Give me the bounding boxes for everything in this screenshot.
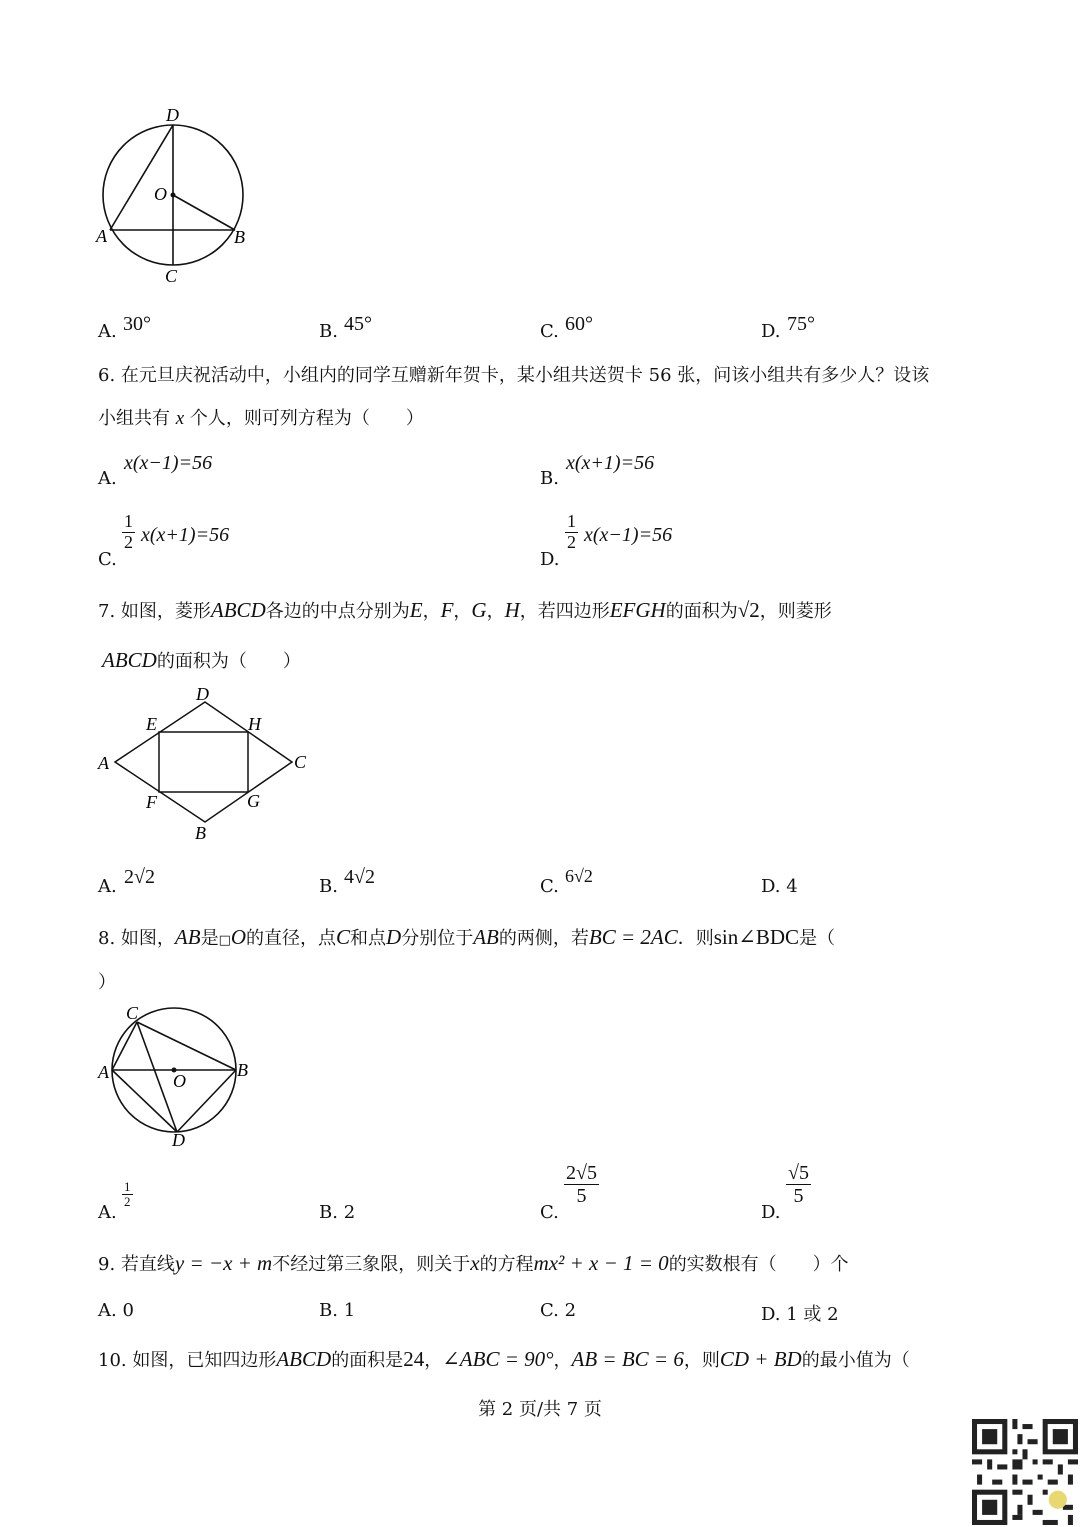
q8-option-a-fraction: $\frac{1}{2}$ xyxy=(124,1179,131,1210)
q9-option-d: D. 1 或 2 xyxy=(761,1304,839,1325)
q5-option-d: D. xyxy=(761,321,781,342)
q7-option-a: A. xyxy=(98,876,117,897)
q9-option-c: C. 2 xyxy=(540,1300,577,1321)
q5-label-b: B xyxy=(234,227,245,247)
q8-option-b: B. 2 xyxy=(319,1202,356,1223)
q6-option-d: D. xyxy=(540,549,560,570)
q8-circle-figure xyxy=(92,1000,262,1155)
page-footer: 第 2 页/共 7 页 xyxy=(478,1399,602,1420)
q5-option-d-value: 75° xyxy=(787,313,815,335)
q5-label-o: O xyxy=(154,184,167,204)
q5-center-dot xyxy=(171,193,176,198)
q5-label-c: C xyxy=(165,266,178,286)
q7-rectangle-efgh xyxy=(159,732,248,792)
q9-option-a: A. 0 xyxy=(98,1300,134,1321)
q8-label-a: A xyxy=(98,1062,109,1082)
q9-text-line1: 9. 若直线y = −x + m不经过第三象限，则关于x的方程mx² + x − 1 = 0的实数根有（ ）个 xyxy=(98,1251,849,1275)
q8-option-d: D. xyxy=(761,1202,781,1223)
q8-label-o: O xyxy=(173,1071,186,1091)
q5-option-b: B. xyxy=(319,321,338,342)
q6-option-c-fraction: $\frac{1}{2}$ xyxy=(124,511,133,552)
q5-option-b-value: 45° xyxy=(344,313,372,335)
q5-option-a: A. xyxy=(98,321,117,342)
q6-option-b-value: x(x+1)=56 xyxy=(566,452,655,474)
q5-label-a: A xyxy=(96,226,107,246)
q6-option-c: C. xyxy=(98,549,117,570)
q8-option-d-fraction: $\frac{√5}{5}$ xyxy=(788,1162,809,1207)
q7-label-c: C xyxy=(294,752,307,772)
q7-label-g: G xyxy=(247,791,260,811)
q7-option-b-value: 4√2 xyxy=(344,866,375,888)
q6-option-b: B. xyxy=(540,468,559,489)
q8-text-line2: ） xyxy=(98,972,116,993)
q6-option-d-value: x(x−1)=56 xyxy=(584,524,673,546)
q7-text-line1: 7. 如图，菱形ABCD各边的中点分别为E，F，G，H，若四边形EFGH的面积为√2，则菱形 xyxy=(98,598,832,622)
q7-label-f: F xyxy=(146,792,157,812)
q7-label-a: A xyxy=(98,753,109,773)
q6-text-line1: 6. 在元旦庆祝活动中，小组内的同学互赠新年贺卡，某小组共送贺卡 56 张，问该小组共有多少人？设该 xyxy=(98,365,930,386)
q6-option-a: A. xyxy=(98,468,117,489)
q8-segment-ac xyxy=(112,1022,137,1070)
q6-text-line2: 小组共有 x 个人，则可列方程为（ ） xyxy=(98,408,424,429)
q7-label-b: B xyxy=(195,823,206,843)
q5-segment-ob xyxy=(173,195,235,230)
q5-option-a-value: 30° xyxy=(123,313,151,335)
q10-text-line1: 10. 如图，已知四边形ABCD的面积是24，∠ABC = 90°，AB = BC = 6，则CD + BD的最小值为（ xyxy=(98,1347,910,1371)
q8-option-c-fraction: $\frac{2√5}{5}$ xyxy=(566,1162,597,1207)
q7-text-line2: ABCD的面积为（ ） xyxy=(102,648,301,672)
q6-option-a-value: x(x−1)=56 xyxy=(124,452,213,474)
q7-option-c-value: 6√2 xyxy=(565,866,593,886)
q5-segment-ad xyxy=(110,125,173,230)
q7-option-b: B. xyxy=(319,876,338,897)
q8-label-d: D xyxy=(172,1130,185,1150)
qr-code-icon xyxy=(972,1419,1078,1525)
q5-option-c-value: 60° xyxy=(565,313,593,335)
q5-circle-figure xyxy=(90,105,260,290)
q7-label-d: D xyxy=(196,684,209,704)
q7-label-e: E xyxy=(146,714,157,734)
q8-label-c: C xyxy=(126,1003,139,1023)
q8-label-b: B xyxy=(237,1060,248,1080)
q9-option-b: B. 1 xyxy=(319,1300,356,1321)
q8-option-c: C. xyxy=(540,1202,559,1223)
q7-label-h: H xyxy=(248,714,261,734)
q7-rhombus-figure xyxy=(92,682,322,847)
q7-rhombus-abcd xyxy=(115,702,292,822)
q7-option-c: C. xyxy=(540,876,559,897)
q8-option-a: A. xyxy=(98,1202,117,1223)
q8-text-line1: 8. 如图，AB是□O的直径，点C和点D分别位于AB的两侧，若BC = 2AC．则sin∠BDC是（ xyxy=(98,925,836,949)
q7-option-d: D. 4 xyxy=(761,876,798,897)
q8-segment-ad xyxy=(112,1070,177,1132)
q6-option-d-fraction: $\frac{1}{2}$ xyxy=(567,511,576,552)
q5-label-d: D xyxy=(166,105,179,125)
q7-option-a-value: 2√2 xyxy=(124,866,155,888)
q6-option-c-value: x(x+1)=56 xyxy=(141,524,230,546)
q5-option-c: C. xyxy=(540,321,559,342)
